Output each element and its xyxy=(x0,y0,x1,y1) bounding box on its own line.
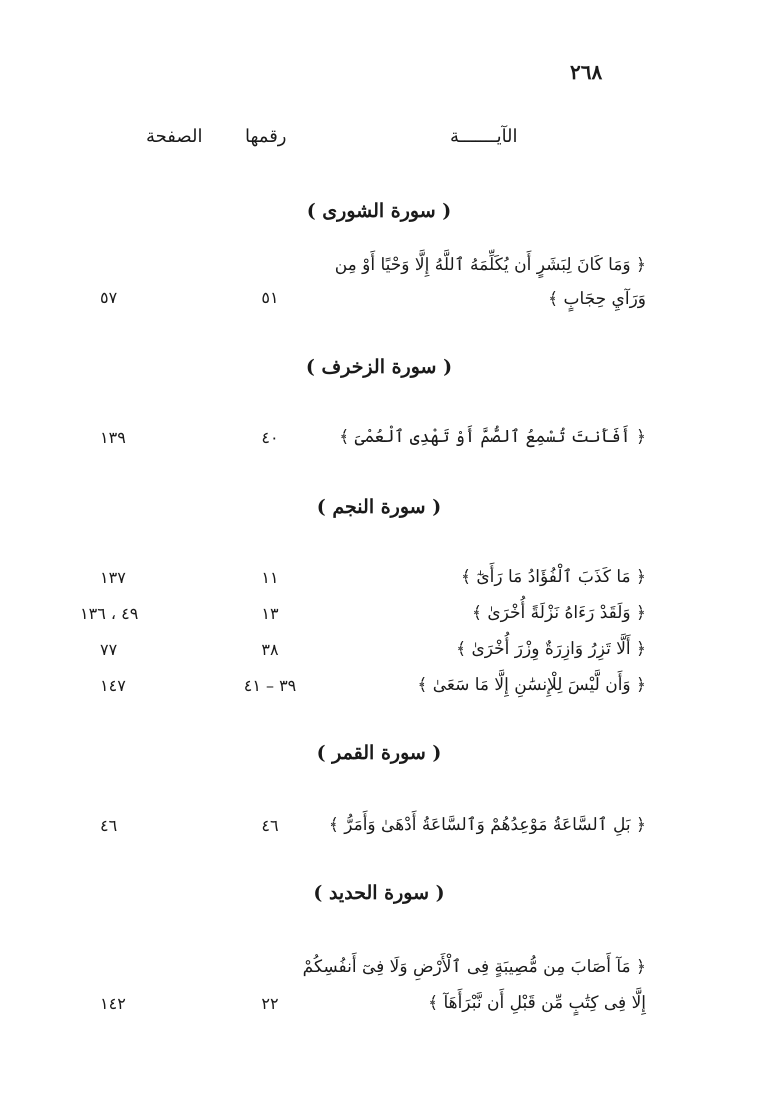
page-reference: ٧٧ xyxy=(100,640,118,659)
surah-title: ( سورة القمر ) xyxy=(316,742,442,764)
page-number: ٢٦٨ xyxy=(570,60,603,84)
surah-title: ( سورة الشورى ) xyxy=(306,200,452,222)
verse-number: ١٣ xyxy=(261,604,279,623)
verse-line: ﴿ أَلَّا تَزِرُ وَازِرَةٌ وِزْرَ أُخْرَىٰ ﴾ xyxy=(456,639,646,659)
verse-number: ١١ xyxy=(261,568,279,587)
page-reference: ١٣٧ xyxy=(100,568,126,587)
verse-number: ٢٢ xyxy=(261,994,279,1013)
surah-title: ( سورة الزخرف ) xyxy=(305,356,453,378)
page-reference: ٤٩ ، ١٣٦ xyxy=(80,604,139,623)
page-reference: ١٤٢ xyxy=(100,994,126,1013)
surah-title: ( سورة النجم ) xyxy=(316,496,442,518)
page-reference: ١٣٩ xyxy=(100,428,126,447)
verse-line: ﴿ أَفَأَنتَ تُسْمِعُ ٱلصُّمَّ أَوْ تَهْدِى ٱلْعُمْىَ ﴾ xyxy=(339,427,646,447)
column-header-page: الصفحة xyxy=(146,126,203,147)
verse-line: ﴿ وَمَا كَانَ لِبَشَرٍ أَن يُكَلِّمَهُ ٱللَّهُ إِلَّا وَحْيًا أَوْ مِن xyxy=(334,255,646,275)
verse-line: ﴿ وَأَن لَّيْسَ لِلْإِنسَٰنِ إِلَّا مَا سَعَىٰ ﴾ xyxy=(417,675,646,695)
verse-line: ﴿ مَآ أَصَابَ مِن مُّصِيبَةٍ فِى ٱلْأَرْضِ وَلَا فِىٓ أَنفُسِكُمْ xyxy=(302,957,646,977)
verse-line: وَرَآيِ حِجَابٍ ﴾ xyxy=(548,289,646,309)
verse-line: إِلَّا فِى كِتَٰبٍ مِّن قَبْلِ أَن نَّبْرَأَهَآ ﴾ xyxy=(428,993,646,1013)
column-header-verse: الآيـــــــة xyxy=(450,126,518,147)
surah-title: ( سورة الحديد ) xyxy=(313,882,445,904)
page-reference: ٤٦ xyxy=(100,816,118,835)
page-reference: ٥٧ xyxy=(100,288,118,307)
verse-line: ﴿ بَلِ ٱلسَّاعَةُ مَوْعِدُهُمْ وَٱلسَّاعَةُ أَدْهَىٰ وَأَمَرُّ ﴾ xyxy=(328,815,646,835)
verse-number: ٤٦ xyxy=(261,816,279,835)
column-header-number: رقمها xyxy=(245,126,287,147)
verse-line: ﴿ وَلَقَدْ رَءَاهُ نَزْلَةً أُخْرَىٰ ﴾ xyxy=(471,603,646,623)
verse-number: ٥١ xyxy=(261,288,279,307)
verse-number: ٣٩ – ٤١ xyxy=(243,676,297,695)
page-reference: ١٤٧ xyxy=(100,676,126,695)
verse-number: ٤٠ xyxy=(261,428,279,447)
verse-line: ﴿ مَا كَذَبَ ٱلْفُؤَادُ مَا رَأَىٰٓ ﴾ xyxy=(461,567,646,587)
verse-number: ٣٨ xyxy=(261,640,279,659)
